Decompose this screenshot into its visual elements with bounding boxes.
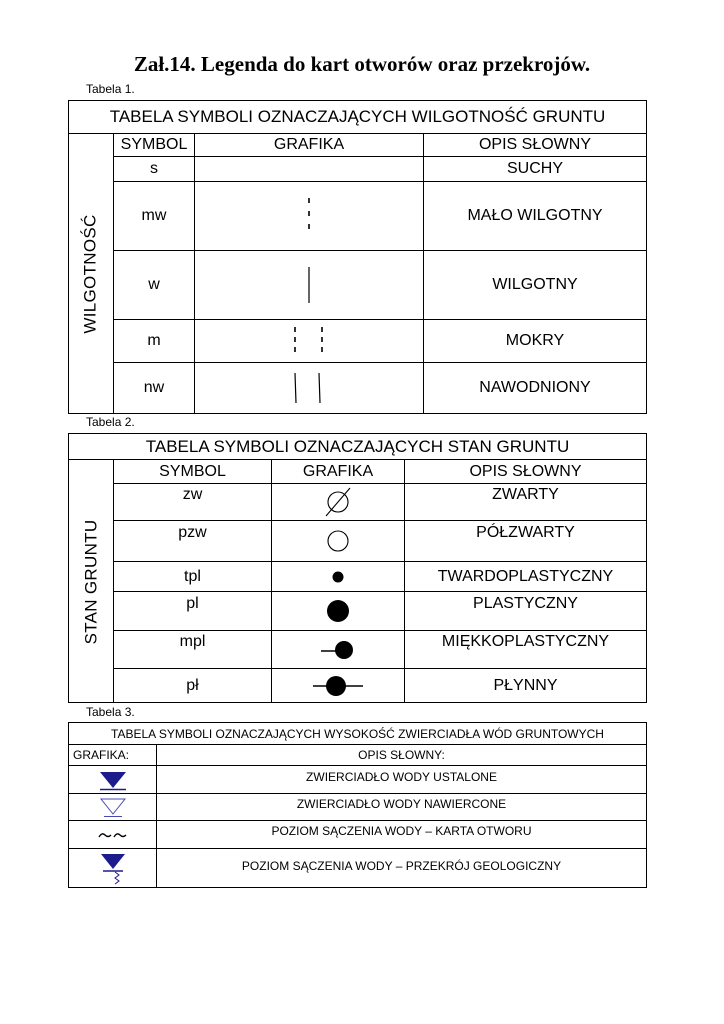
small-filled-dot-icon — [272, 562, 404, 591]
table1-row-s-description: SUCHY — [506, 160, 563, 177]
table2-col-graphic: GRAFIKA — [302, 462, 374, 480]
table1-col-symbol: SYMBOL — [120, 136, 188, 153]
table2-row-zw-symbol: zw — [182, 486, 203, 503]
outline-water-triangle-icon — [69, 794, 156, 820]
table3-row-2-description: ZWIERCIADŁO WODY NAWIERCONE — [296, 797, 507, 811]
crossed-circle-icon — [272, 484, 404, 520]
table2-row-pzw-symbol: pzw — [178, 524, 207, 541]
table2-row-mpl-description: MIĘKKOPLASTYCZNY — [441, 633, 610, 650]
empty-circle-icon — [272, 521, 404, 561]
table2-row-pzw-description: PÓŁZWARTY — [476, 524, 575, 541]
table1-row-s-symbol: s — [150, 160, 158, 177]
table2-row-pl-description: PLASTYCZNY — [473, 595, 578, 612]
table2-row-pl-liquid-description: PŁYNNY — [493, 677, 558, 694]
table1-row-nw-description: NAWODNIONY — [479, 379, 591, 396]
table2-row-tpl-symbol: tpl — [184, 567, 201, 585]
table2-row-zw-description: ZWARTY — [492, 486, 559, 503]
table1-row-w-symbol: w — [148, 276, 160, 293]
table1-caption: Tabela 1. — [86, 82, 135, 96]
table3-caption: Tabela 3. — [86, 705, 135, 719]
table-soil-state — [68, 433, 647, 703]
table2-col-symbol: SYMBOL — [159, 462, 226, 480]
table2-side-label: STAN GRUNTU — [81, 519, 101, 644]
table1-col-description: OPIS SŁOWNY — [478, 136, 592, 153]
table2-row-pl-liquid-symbol: pł — [186, 677, 199, 694]
single-solid-line-icon — [195, 251, 423, 319]
table3-row-3-description: POZIOM SĄCZENIA WODY – KARTA OTWORU — [271, 824, 532, 838]
table3-row-1-description: ZWIERCIADŁO WODY USTALONE — [306, 769, 497, 784]
table3-col-graphic: GRAFIKA: — [73, 748, 130, 762]
table2-row-tpl-description: TWARDOPLASTYCZNY — [437, 567, 614, 585]
triangle-zigzag-seepage-icon — [69, 849, 156, 888]
table1-row-w-description: WILGOTNY — [492, 276, 578, 293]
double-dashed-line-icon — [195, 320, 423, 362]
table1-row-m-symbol: m — [147, 332, 161, 349]
large-filled-dot-icon — [272, 592, 404, 630]
table3-row-4-description: POZIOM SĄCZENIA WODY – PRZEKRÓJ GEOLOGICZNY — [241, 859, 562, 873]
table1-row-nw-symbol: nw — [143, 379, 165, 396]
table2-row-mpl-symbol: mpl — [179, 633, 206, 650]
table3-header: TABELA SYMBOLI OZNACZAJĄCYCH WYSOKOŚĆ ZWIERCIADŁA WÓD GRUNTOWYCH — [111, 726, 604, 741]
table1-row-mw-description: MAŁO WILGOTNY — [467, 207, 603, 224]
table2-caption: Tabela 2. — [86, 415, 135, 429]
page-title: Zał.14. Legenda do kart otworów oraz przekrojów. — [133, 52, 591, 76]
single-dashed-line-icon — [195, 182, 423, 250]
table1-row-mw-symbol: mw — [141, 207, 167, 224]
double-solid-line-icon — [195, 363, 423, 413]
tilde-seepage-icon — [69, 821, 156, 848]
table3-col-description: OPIS SŁOWNY: — [358, 748, 445, 762]
table1-header: TABELA SYMBOLI OZNACZAJĄCYCH WILGOTNOŚĆ GRUNTU — [109, 107, 606, 126]
table1-row-m-description: MOKRY — [505, 332, 565, 349]
table-groundwater — [68, 722, 647, 888]
filled-dot-left-line-icon — [272, 631, 404, 668]
table2-row-pl-symbol: pl — [186, 595, 199, 612]
filled-dot-through-line-icon — [272, 669, 404, 703]
table-moisture — [68, 100, 647, 414]
filled-water-triangle-icon — [69, 766, 156, 793]
table1-col-graphic: GRAFIKA — [273, 136, 345, 153]
table2-col-description: OPIS SŁOWNY — [469, 462, 582, 480]
table1-side-label: WILGOTNOŚĆ — [81, 214, 101, 334]
table2-header: TABELA SYMBOLI OZNACZAJĄCYCH STAN GRUNTU — [145, 436, 570, 456]
